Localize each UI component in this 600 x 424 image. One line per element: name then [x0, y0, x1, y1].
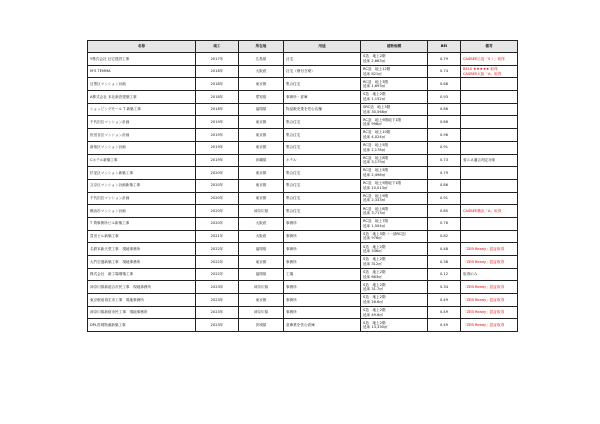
scale-line: 延床 3,179㎡ — [363, 160, 386, 165]
cell-notes — [461, 230, 518, 243]
note-line: 取得のみ — [463, 272, 478, 277]
scale-line: S造 地上2階 — [363, 92, 386, 97]
note-line: 「ZEB Ready」認証取得 — [463, 284, 505, 289]
table-row — [88, 65, 518, 78]
cell-notes — [461, 116, 518, 129]
cell-location: 茨城県 — [239, 319, 284, 332]
cell-name: 神奈川県新宿市民工事 現地事務所 — [88, 306, 196, 319]
cell-year: 2019年 — [196, 154, 239, 167]
scale-line: 延床 821㎡ — [363, 71, 382, 76]
scale-line: 延床 26.6㎡ — [363, 299, 383, 304]
cell-location: 東京都 — [239, 129, 284, 142]
cell-scale — [361, 319, 428, 332]
cell-name: DPL茨城物流新築工事 — [88, 319, 196, 332]
cell-name: Cホテル新築工事 — [88, 154, 196, 167]
cell-notes — [461, 205, 518, 218]
cell-scale — [361, 91, 428, 104]
cell-use: 事務所 — [284, 281, 361, 294]
table-row — [88, 294, 518, 307]
cell-notes — [461, 129, 518, 142]
cell-name: 神奈川県新総合市民工事 現地事務所 — [88, 281, 196, 294]
cell-notes — [461, 243, 518, 256]
cell-notes — [461, 319, 518, 332]
cell-name: 横浜市マンション計画 — [88, 205, 196, 218]
cell-scale — [361, 230, 428, 243]
scale-line: S造 地上2階 — [363, 295, 386, 300]
table-row — [88, 129, 518, 142]
cell-use: 事務所・倉庫 — [284, 91, 361, 104]
cell-name: 名鉄本新天堂工事 現地事務所 — [88, 243, 196, 256]
cell-use: 集合住宅 — [284, 167, 361, 180]
cell-bei: 0.79 — [428, 53, 461, 66]
cell-scale — [361, 167, 428, 180]
scale-line: 延床 663㎡ — [363, 274, 382, 279]
cell-location: 東京都 — [239, 116, 284, 129]
cell-year: 2018年 — [196, 65, 239, 78]
cell-scale — [361, 243, 428, 256]
cell-bei: 0.76 — [428, 217, 461, 230]
cell-name: A株式会社 本社新設建築工事 — [88, 91, 196, 104]
cell-location: 福岡県 — [239, 243, 284, 256]
scale-line: S造 地上2階 — [363, 282, 386, 287]
note-line: CASBEE大阪「A」取得 — [463, 71, 502, 76]
cell-bei: 0.49 — [428, 319, 461, 332]
scale-line: 延床 2,333㎡ — [363, 198, 386, 203]
table-row — [88, 179, 518, 192]
cell-scale — [361, 103, 428, 116]
cell-year: 2019年 — [196, 141, 239, 154]
cell-scale — [361, 65, 428, 78]
cell-notes — [461, 268, 518, 281]
table-row — [88, 167, 518, 180]
table-row — [88, 116, 518, 129]
cell-location: 東京都 — [239, 256, 284, 269]
scale-line: S造 地上5階（一部RC造） — [363, 231, 409, 236]
table-row — [88, 103, 518, 116]
table-row — [88, 243, 518, 256]
scale-line: 延床 1,504㎡ — [363, 223, 386, 228]
table-row — [88, 268, 518, 281]
cell-bei: 0.73 — [428, 154, 461, 167]
cell-use: 事務所 — [284, 243, 361, 256]
cell-location: 東京都 — [239, 78, 284, 91]
cell-location: 神奈川県 — [239, 281, 284, 294]
cell-year: 2023年 — [196, 294, 239, 307]
cell-bei: 0.86 — [428, 179, 461, 192]
cell-notes — [461, 91, 518, 104]
cell-name: 大竹空港新築工事 現地事務所 — [88, 256, 196, 269]
scale-line: 延床 31.7㎡ — [363, 287, 383, 292]
cell-location: 大阪府 — [239, 217, 284, 230]
scale-line: 延床 2,178㎡ — [363, 147, 386, 152]
cell-notes — [461, 256, 518, 269]
cell-scale — [361, 205, 428, 218]
cell-notes — [461, 78, 518, 91]
cell-name: 豊田ビル新築工事 — [88, 230, 196, 243]
scale-line: 延床 1,152㎡ — [363, 96, 386, 101]
cell-name: 杉並区マンション新築工事 — [88, 167, 196, 180]
cell-location: 東京都 — [239, 141, 284, 154]
cell-notes — [461, 103, 518, 116]
cell-bei: 0.82 — [428, 230, 461, 243]
cell-scale — [361, 78, 428, 91]
scale-line: RC造 地上12階 — [363, 66, 391, 71]
scale-line: 延床 998㎡ — [363, 122, 382, 127]
cell-name: 目黒区マンション計画 — [88, 78, 196, 91]
cell-scale — [361, 141, 428, 154]
cell-bei: 0.34 — [428, 281, 461, 294]
cell-name: 文京区マンション計画新築工事 — [88, 179, 196, 192]
cell-year: 2022年 — [196, 243, 239, 256]
cell-bei: 0.93 — [428, 91, 461, 104]
cell-location: 東京都 — [239, 192, 284, 205]
cell-notes — [461, 217, 518, 230]
table-row — [88, 91, 518, 104]
cell-bei: 0.68 — [428, 78, 461, 91]
cell-location: 大阪府 — [239, 230, 284, 243]
cell-scale — [361, 53, 428, 66]
cell-year: 2018年 — [196, 91, 239, 104]
cell-year: 2019年 — [196, 116, 239, 129]
cell-notes — [461, 141, 518, 154]
table-row — [88, 281, 518, 294]
cell-bei: 0.86 — [428, 103, 461, 116]
cell-year: 2020年 — [196, 205, 239, 218]
table-row — [88, 319, 518, 332]
cell-bei: 0.48 — [428, 243, 461, 256]
scale-line: S造 地上2階 — [363, 269, 386, 274]
cell-use: 集合住宅 — [284, 129, 361, 142]
scale-line: 延床 1,693㎡ — [363, 84, 386, 89]
header-year: 竣工 — [196, 41, 239, 53]
scale-line: RC造 地上9階地下1階 — [363, 117, 402, 122]
scale-line: 延床 10,013㎡ — [363, 185, 388, 190]
scale-line: 延床 312㎡ — [363, 261, 382, 266]
cell-use: 集合住宅 — [284, 116, 361, 129]
table-row — [88, 78, 518, 91]
cell-use: 事務所 — [284, 256, 361, 269]
scale-line: 延床 4,024㎡ — [363, 134, 386, 139]
table-row — [88, 141, 518, 154]
cell-bei: 0.12 — [428, 268, 461, 281]
cell-scale — [361, 281, 428, 294]
cell-scale — [361, 154, 428, 167]
cell-bei: 0.91 — [428, 141, 461, 154]
cell-name: 世田谷区マンション計画 — [88, 129, 196, 142]
cell-location: 福岡県 — [239, 268, 284, 281]
table-row — [88, 192, 518, 205]
cell-bei: 0.85 — [428, 205, 461, 218]
cell-name: Y株式会社 社宅建設工事 — [88, 53, 196, 66]
table-row — [88, 306, 518, 319]
scale-line: 延床 336㎡ — [363, 249, 382, 254]
cell-notes — [461, 179, 518, 192]
cell-bei: 0.74 — [428, 65, 461, 78]
scale-line: RC造 地上5階 — [363, 168, 389, 173]
cell-location: 神奈川県 — [239, 306, 284, 319]
cell-use: 工場 — [284, 268, 361, 281]
cell-bei: 0.79 — [428, 167, 461, 180]
cell-year: 2023年 — [196, 281, 239, 294]
cell-location: 神奈川県 — [239, 205, 284, 218]
cell-name: 千代田区マンション計画 — [88, 192, 196, 205]
cell-bei: 0.86 — [428, 116, 461, 129]
cell-bei: 0.49 — [428, 294, 461, 307]
cell-notes — [461, 53, 518, 66]
scale-line: S造 地上2階 — [363, 244, 386, 249]
note-line: CASBEE広島「S＋」取得 — [463, 56, 505, 61]
scale-line: RC造 地上5階 — [363, 143, 389, 148]
table-header-row — [88, 41, 518, 53]
cell-year: 2023年 — [196, 306, 239, 319]
cell-scale — [361, 256, 428, 269]
cell-bei: 0.49 — [428, 306, 461, 319]
scale-line: RC造 地上8階 — [363, 155, 389, 160]
cell-scale — [361, 179, 428, 192]
cell-scale — [361, 116, 428, 129]
scale-line: RC造 地上3階 — [363, 79, 389, 84]
project-table — [87, 40, 518, 332]
scale-line: 延床 30,568㎡ — [363, 109, 388, 114]
cell-bei: 0.91 — [428, 192, 461, 205]
table-body — [88, 53, 518, 332]
cell-notes — [461, 294, 518, 307]
scale-line: RC造 地上8階 — [363, 206, 389, 211]
cell-year: 2018年 — [196, 103, 239, 116]
cell-use: 物品販売業を営む店舗 — [284, 103, 361, 116]
header-name: 名称 — [88, 41, 196, 53]
note-line: 省エネ適合判定対象 — [463, 158, 496, 163]
cell-year: 2023年 — [196, 319, 239, 332]
cell-scale — [361, 268, 428, 281]
cell-name: T 貸事務所ビル新築工事 — [88, 217, 196, 230]
table-row — [88, 230, 518, 243]
note-line: CASBEE横浜「A」取得 — [463, 208, 502, 213]
cell-name: M'S TEMMA — [88, 65, 196, 78]
cell-notes — [461, 65, 518, 78]
scale-line: S造 地上2階 — [363, 308, 386, 312]
cell-notes — [461, 281, 518, 294]
scale-line: S造 地上2階 — [363, 320, 386, 325]
cell-year: 2017年 — [196, 53, 239, 66]
note-line: 「ZEB Ready」認証取得 — [463, 246, 505, 251]
cell-use: 倉庫業を営む倉庫 — [284, 319, 361, 332]
cell-location: 東京都 — [239, 179, 284, 192]
cell-use: 事務所 — [284, 306, 361, 319]
cell-use: 集合住宅 — [284, 78, 361, 91]
cell-year: 2022年 — [196, 268, 239, 281]
cell-scale — [361, 306, 428, 319]
cell-name: 株式会社 新工場増築工事 — [88, 268, 196, 281]
cell-name: 東京駅前再生市工事 現地事務所 — [88, 294, 196, 307]
header-notes: 備考 — [461, 41, 518, 53]
cell-use: ホテル — [284, 154, 361, 167]
cell-scale — [361, 192, 428, 205]
scale-line: RC造 地上9階地下1階 — [363, 181, 402, 186]
cell-location: 広島県 — [239, 53, 284, 66]
note-line: 「ZEB Ready」認証取得 — [463, 322, 505, 327]
scale-line: 延床 3,713㎡ — [363, 211, 386, 216]
table-row — [88, 256, 518, 269]
cell-name: ショッピングモール T 新築工事 — [88, 103, 196, 116]
scale-line: 延床 2,498㎡ — [363, 173, 386, 178]
table-row — [88, 217, 518, 230]
cell-location: 東京都 — [239, 167, 284, 180]
cell-location: 東京都 — [239, 294, 284, 307]
cell-name: 新宿区マンション計画 — [88, 141, 196, 154]
cell-use: 社宅（寮付き寮） — [284, 65, 361, 78]
header-scale: 建物規模 — [361, 41, 428, 53]
cell-notes — [461, 154, 518, 167]
cell-name: 千代田区マンション計画 — [88, 116, 196, 129]
cell-use: 集合住宅 — [284, 141, 361, 154]
cell-scale — [361, 129, 428, 142]
cell-year: 2022年 — [196, 256, 239, 269]
cell-location: 福岡県 — [239, 103, 284, 116]
cell-year: 2021年 — [196, 230, 239, 243]
cell-bei: 0.96 — [428, 129, 461, 142]
scale-line: S造 地上2階 — [363, 54, 386, 59]
cell-use: 集合住宅 — [284, 192, 361, 205]
cell-location: 大阪府 — [239, 65, 284, 78]
header-use: 用途 — [284, 41, 361, 53]
cell-year: 2020年 — [196, 192, 239, 205]
cell-year: 2019年 — [196, 129, 239, 142]
scale-line: 延床 976㎡ — [363, 236, 382, 241]
scale-line: RC造 地上10階 — [363, 130, 391, 135]
cell-location: 沖縄県 — [239, 154, 284, 167]
cell-year: 2018年 — [196, 78, 239, 91]
scale-line: SRC造 地上5階 — [363, 105, 391, 109]
scale-line: 延床 49.6㎡ — [363, 312, 383, 317]
cell-use: 集合住宅 — [284, 205, 361, 218]
note-line: BELS ★★★★★ 取得 — [463, 66, 498, 71]
cell-use: 事務所 — [284, 294, 361, 307]
cell-notes — [461, 167, 518, 180]
cell-location: 愛知県 — [239, 91, 284, 104]
cell-year: 2020年 — [196, 217, 239, 230]
cell-scale — [361, 217, 428, 230]
cell-use: 集合住宅 — [284, 179, 361, 192]
scale-line: RC造 地上9階 — [363, 193, 389, 198]
cell-scale — [361, 294, 428, 307]
cell-bei: 0.38 — [428, 256, 461, 269]
cell-notes — [461, 306, 518, 319]
scale-line: 延床 2,663㎡ — [363, 58, 386, 63]
cell-use: 事務所 — [284, 217, 361, 230]
cell-notes — [461, 192, 518, 205]
table-row — [88, 154, 518, 167]
cell-use: 社宅 — [284, 53, 361, 66]
note-line: 「ZEB Ready」認証取得 — [463, 310, 505, 315]
header-bei: BEI — [428, 41, 461, 53]
scale-line: S造 地上2階 — [363, 257, 386, 262]
header-location: 所在地 — [239, 41, 284, 53]
note-line: 「ZEB Ready」認証取得 — [463, 259, 505, 264]
note-line: 「ZEB Ready」認証取得 — [463, 297, 505, 302]
cell-year: 2020年 — [196, 167, 239, 180]
cell-use: 事務所 — [284, 230, 361, 243]
table-row — [88, 205, 518, 218]
scale-line: 延床 13,330㎡ — [363, 325, 388, 330]
table-row — [88, 53, 518, 66]
cell-year: 2020年 — [196, 179, 239, 192]
scale-line: RC造 地上7階 — [363, 219, 389, 224]
